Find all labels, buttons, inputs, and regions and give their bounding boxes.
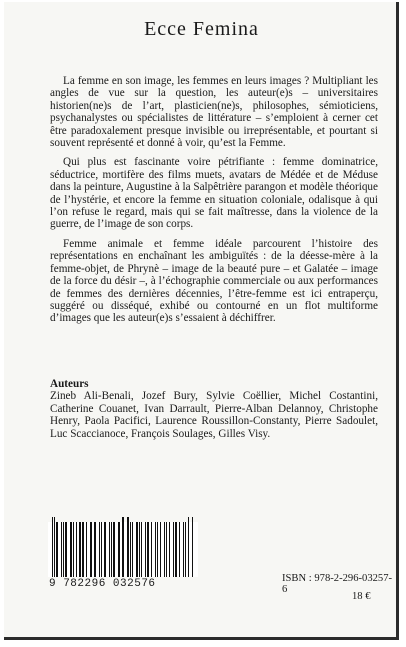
barcode-bar <box>91 522 92 577</box>
blurb-paragraph-1: La femme en son image, les femmes en leurs images ? Multipliant les angles de vue sur la question, les auteur(e)s – universitaires historien(ne)s de l’art, plasticien(ne)s, philosophes, sémioticiens, psychanalystes ou spécialistes de littérature – s’emploient à cerner cet être paradoxalement presque invisible ou irreprésentable, et pourtant si souvent représenté et donné à voir, qu’est la Femme. <box>50 75 378 150</box>
barcode-bar <box>147 522 149 577</box>
barcode-bar <box>119 522 120 577</box>
barcode-bar <box>76 522 77 577</box>
barcode-bar <box>54 517 55 578</box>
barcode-bar <box>173 522 174 577</box>
barcode-bar <box>157 522 158 577</box>
barcode-bar <box>79 522 80 577</box>
barcode-bar <box>61 522 62 577</box>
barcode-bar <box>155 522 156 577</box>
barcode-bar <box>185 522 186 577</box>
barcode-bar <box>65 522 67 577</box>
barcode-bar <box>175 522 177 577</box>
authors-section <box>50 378 378 440</box>
blurb <box>50 75 378 332</box>
barcode-bar <box>63 522 64 577</box>
blurb-paragraph-2: Qui plus est fascinante voire pétrifiante : femme dominatrice, séductrice, mortifère des films muets, avatars de Médée et de Méduse dans la peinture, Augustine à la Salpêtrière parangon et modèle théorique de l’hystérie, et encore la femme en situation coloniale, odalisque à qui l’on refuse le regard, mais qui se fait maîtresse, dans la violence de la guerre, de l’image de son corps. <box>50 156 378 231</box>
barcode-bar <box>113 522 114 577</box>
barcode <box>48 522 198 590</box>
barcode-bar <box>179 522 180 577</box>
price: 18 € <box>352 591 371 602</box>
barcode-bar <box>136 522 137 577</box>
barcode-bar <box>73 522 74 577</box>
barcode-bar <box>127 517 129 578</box>
barcode-bar <box>141 522 142 577</box>
authors-heading: Auteurs <box>50 378 89 390</box>
barcode-bar <box>169 522 170 577</box>
isbn: ISBN : 978-2-296-03257-6 <box>282 573 393 595</box>
barcode-bar <box>101 522 102 577</box>
barcode-bar <box>145 522 146 577</box>
barcode-bar <box>188 517 189 578</box>
barcode-bar <box>70 522 71 577</box>
barcode-bar <box>122 517 123 578</box>
barcode-bar <box>90 522 91 577</box>
barcode-bar <box>52 517 53 578</box>
blurb-paragraph-3: Femme animale et femme idéale parcourent l’histoire des représentations en enchaînant les ambiguïtés : de la déesse-mère à la femme-objet, de Phrynè – image de la beauté pure – et Galatée – image de la force du désir –, à l’échographie commerciale ou aux performances de femmes des dernières décennies, l’être-femme est ici entraperçu, suggéré ou disséqué, exhibé ou contourné en un flot multiforme d’images que les auteur(e)s s’essaient à déchiffrer. <box>50 237 378 325</box>
back-cover <box>4 2 399 640</box>
barcode-bar <box>99 522 100 577</box>
barcode-bar <box>151 522 152 577</box>
barcode-bar <box>104 522 106 577</box>
barcode-bar <box>166 522 167 577</box>
barcode-bar <box>94 522 95 577</box>
barcode-bar <box>111 522 112 577</box>
barcode-bars <box>48 522 198 577</box>
barcode-bar <box>160 522 161 577</box>
barcode-bar <box>164 522 165 577</box>
barcode-bar <box>56 522 57 577</box>
barcode-digits: 9 782296 032576 <box>49 578 156 590</box>
barcode-bar <box>183 522 184 577</box>
barcode-bar <box>139 522 140 577</box>
authors-list: Zineb Ali-Benali, Jozef Bury, Sylvie Coëllier, Michel Costantini, Catherine Couanet, Ivan Darrault, Pierre-Alban Delannoy, Christophe Henry, Paola Pacifici, Laurence Roussillon-Constanty, Pierre Sadoulet, Luc Scaccianoce, François Soulages, Gilles Visy. <box>50 390 378 440</box>
barcode-bar <box>82 522 84 577</box>
barcode-bar <box>118 522 119 577</box>
barcode-bar <box>109 522 110 577</box>
barcode-bar <box>130 522 131 577</box>
barcode-bar <box>192 517 193 578</box>
barcode-bar <box>132 522 133 577</box>
book-title: Ecce Femina <box>144 18 259 40</box>
barcode-bar <box>86 522 87 577</box>
